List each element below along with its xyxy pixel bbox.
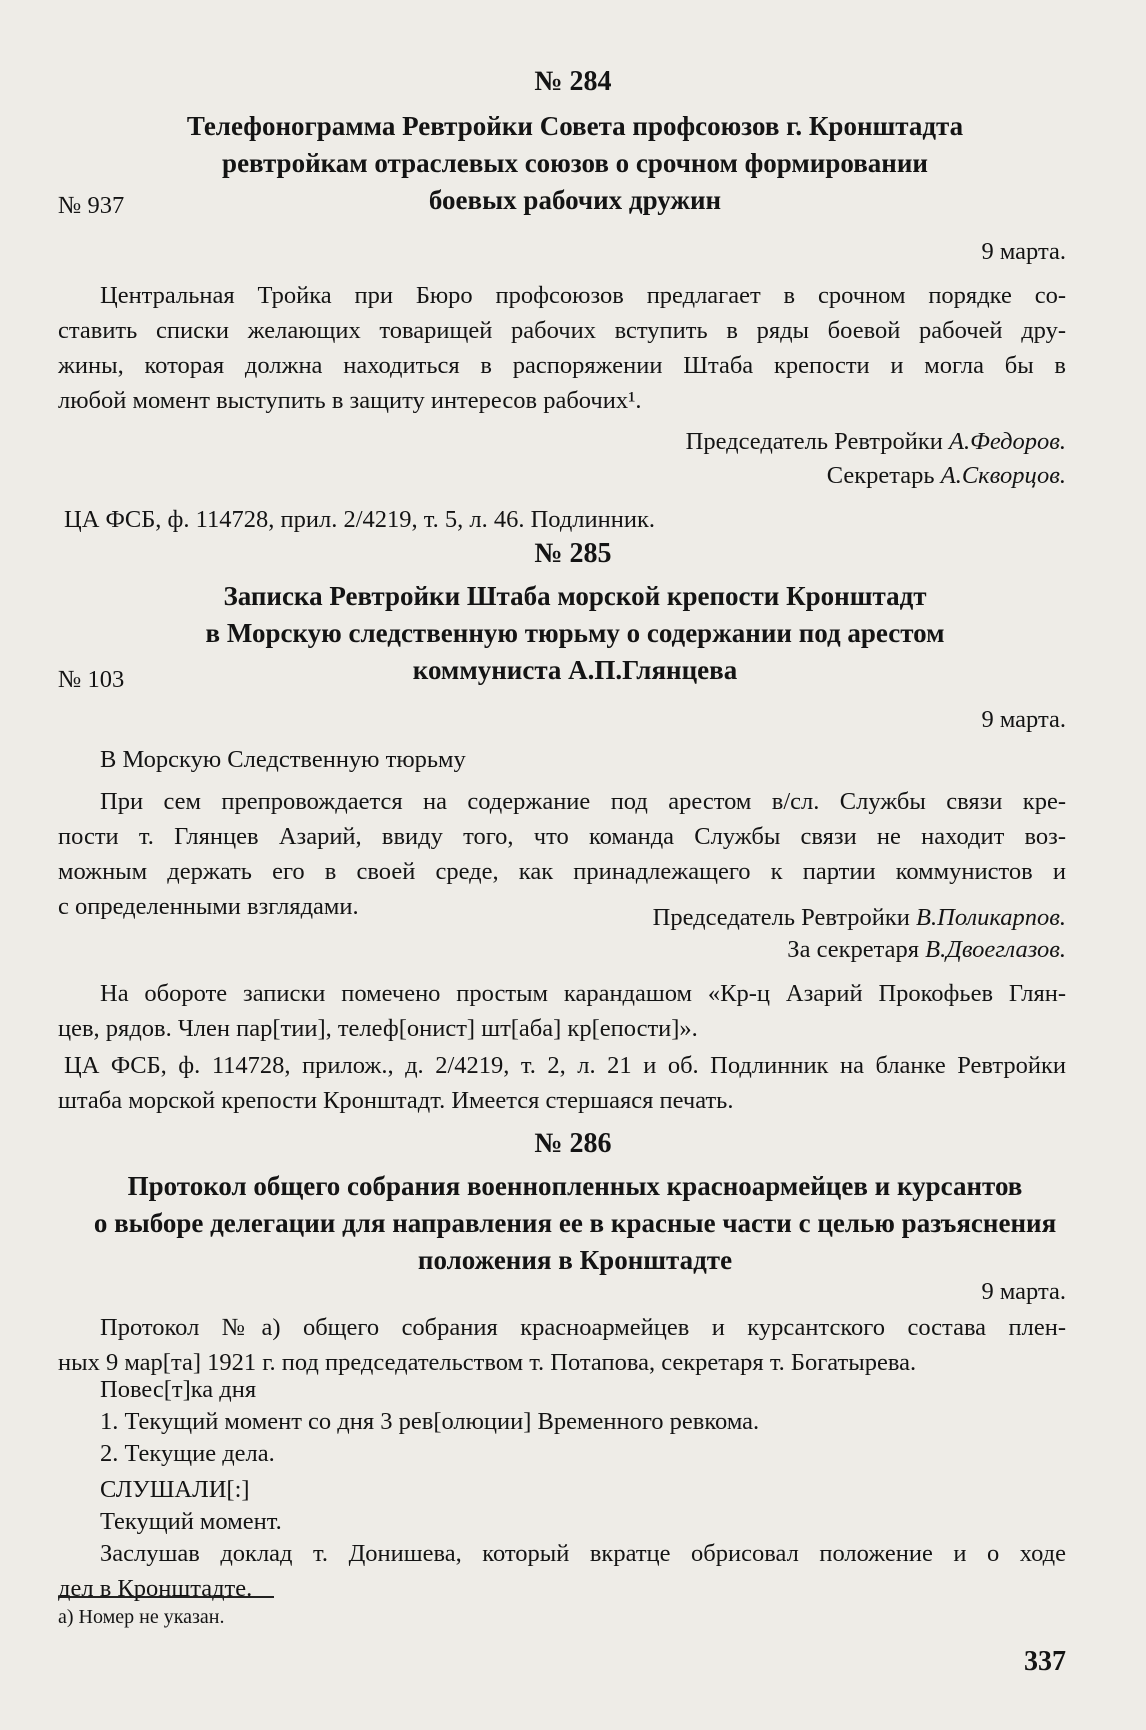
doc285-date: 9 марта. — [981, 706, 1066, 733]
signature-name: А.Федоров. — [949, 428, 1066, 455]
doc286-date: 9 марта. — [981, 1278, 1066, 1305]
body-line: жины, которая должна находиться в распоряжении Штаба крепости и могла бы в — [58, 352, 1066, 379]
doc284-body — [58, 278, 1066, 418]
signature-title: Секретарь — [826, 462, 941, 489]
doc286-title-line: положения в Кронштадте — [417, 1245, 733, 1275]
doc284-date: 9 марта. — [981, 238, 1066, 265]
doc285-title-line: Записка Ревтройки Штаба морской крепости Кронштадт — [223, 581, 927, 611]
doc285-note — [58, 976, 1066, 1046]
signature-name: А.Скворцов. — [940, 462, 1066, 489]
doc285-source — [58, 1048, 1066, 1118]
doc285-title — [60, 578, 1090, 689]
doc286-title-line: Протокол общего собрания военнопленных красноармейцев и курсантов — [127, 1171, 1023, 1201]
signature-title: Председатель Ревтройки — [652, 904, 917, 931]
source-line: штаба морской крепости Кронштадт. Имеется стершаяся печать. — [58, 1087, 734, 1114]
note-line: цев, рядов. Член пар[тии], телеф[онист] шт[аба] кр[епости]». — [58, 1015, 698, 1042]
doc286-agenda-item: 2. Текущие дела. — [100, 1440, 275, 1467]
body-line: Центральная Тройка при Бюро профсоюзов предлагает в срочном порядке со- — [100, 282, 1066, 309]
body-line: При сем препровождается на содержание под арестом в/сл. Службы связи кре- — [100, 788, 1066, 815]
doc285-title-line: коммуниста А.П.Глянцева — [412, 655, 738, 685]
footnote: а) Номер не указан. — [58, 1606, 225, 1628]
doc284-title — [60, 108, 1090, 219]
doc285-title-line: в Морскую следственную тюрьму о содержании под арестом — [205, 618, 945, 648]
doc284-source: ЦА ФСБ, ф. 114728, прил. 2/4219, т. 5, л. 46. Подлинник. — [64, 506, 655, 533]
doc285-signature-secretary — [787, 932, 1066, 967]
doc284-reg-no: № 937 — [58, 192, 125, 219]
doc285-signature-chair — [653, 900, 1066, 935]
doc284-title-line: боевых рабочих дружин — [428, 185, 722, 215]
doc286-heard-topic: Текущий момент. — [100, 1508, 282, 1535]
doc286-agenda-title: Повес[т]ка дня — [100, 1376, 257, 1403]
signature-title: Председатель Ревтройки — [685, 428, 950, 455]
doc284-number: № 284 — [534, 66, 612, 97]
intro-line: ных 9 мар[та] 1921 г. под председательством т. Потапова, секретаря т. Богатырева. — [58, 1349, 917, 1376]
doc285-reg-no: № 103 — [58, 666, 125, 693]
doc284-title-line: ревтройкам отраслевых союзов о срочном формировании — [222, 148, 928, 178]
body-line: пости т. Глянцев Азарий, ввиду того, что команда Службы связи не находит воз- — [58, 823, 1066, 850]
doc284-signature-chair — [686, 424, 1066, 459]
body-line: можным держать его в своей среде, как принадлежащего к партии коммунистов и — [58, 858, 1066, 885]
body-line: ставить списки желающих товарищей рабочих вступить в ряды боевой рабочей дру- — [58, 317, 1066, 344]
doc285-number: № 285 — [534, 538, 612, 569]
doc286-agenda-item: 1. Текущий момент со дня 3 рев[олюции] Временного ревкома. — [100, 1408, 760, 1435]
page-number: 337 — [1024, 1646, 1066, 1677]
body-line: с определенными взглядами. — [58, 893, 359, 920]
signature-title: За секретаря — [787, 936, 926, 963]
doc285-addressee: В Морскую Следственную тюрьму — [100, 746, 466, 773]
doc286-intro — [58, 1310, 1066, 1380]
doc284-title-line: Телефонограмма Ревтройки Совета профсоюзов г. Кронштадта — [186, 111, 964, 141]
doc286-title-line: о выборе делегации для направления ее в красные части с целью разъяснения — [93, 1208, 1057, 1238]
doc286-title — [60, 1168, 1090, 1279]
report-line: Заслушав доклад т. Донишева, который вкратце обрисовал положение и о ходе — [100, 1540, 1066, 1567]
footnote-divider — [58, 1596, 274, 1598]
signature-name: В.Поликарпов. — [916, 904, 1066, 931]
report-line: дел в Кронштадте. — [58, 1575, 253, 1602]
note-line: На обороте записки помечено простым карандашом «Кр-ц Азарий Прокофьев Глян- — [100, 980, 1066, 1007]
signature-name: В.Двоеглазов. — [925, 936, 1066, 963]
doc286-number: № 286 — [534, 1128, 612, 1159]
doc284-signature-secretary — [827, 458, 1066, 493]
doc286-heard: СЛУШАЛИ[:] — [100, 1476, 250, 1503]
body-line: любой момент выступить в защиту интересов рабочих¹. — [58, 387, 642, 414]
intro-line: Протокол №а) общего собрания красноармейцев и курсантского состава плен- — [100, 1314, 1066, 1341]
source-line: ЦА ФСБ, ф. 114728, прилож., д. 2/4219, т. 2, л. 21 и об. Подлинник на бланке Ревтройки — [64, 1052, 1066, 1079]
